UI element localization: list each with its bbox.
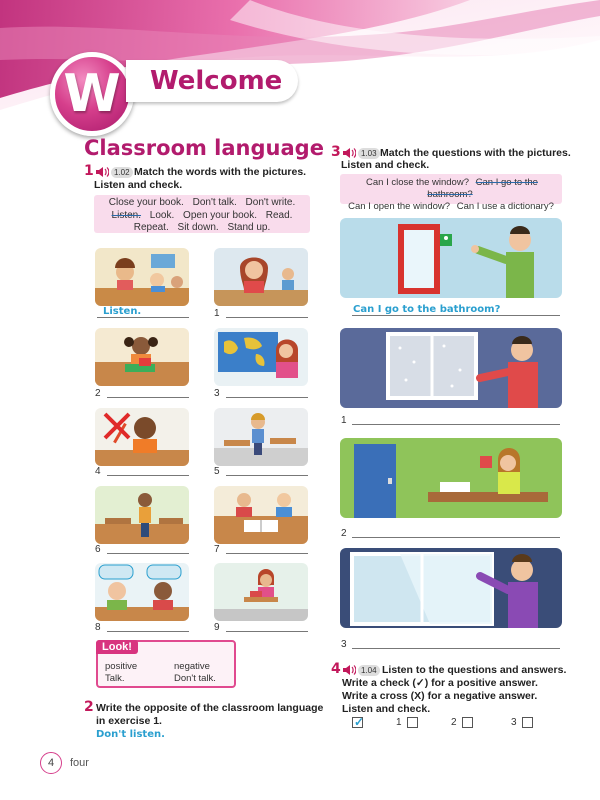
track-number: 1.04 xyxy=(358,665,380,676)
exercise-3-instruction-line1: Match the questions with the pictures. xyxy=(380,147,571,159)
item-number: 3 xyxy=(341,639,347,650)
picture-5 xyxy=(214,408,308,466)
answer-line[interactable] xyxy=(226,631,308,632)
section-title: Classroom language xyxy=(84,136,324,160)
item-number: 3 xyxy=(511,717,517,728)
answer-line[interactable] xyxy=(226,553,308,554)
question-item-used: Can I go to the bathroom? xyxy=(427,177,538,200)
question-item: Can I use a dictionary? xyxy=(456,201,554,212)
word-item: Stand up. xyxy=(227,222,271,233)
exercise-3-number: 3 xyxy=(331,144,341,160)
picture-2 xyxy=(95,328,189,386)
unit-title: Welcome xyxy=(150,66,283,96)
exercise-1-audio[interactable] xyxy=(95,166,133,178)
page-number xyxy=(40,752,62,774)
exercise-3-instruction-line2: Listen and check. xyxy=(341,159,430,171)
item-number: 7 xyxy=(214,544,220,555)
word-item: Look. xyxy=(149,209,175,221)
exercise-4-instruction-line1: Listen to the questions and answers. xyxy=(382,664,567,676)
item-number: 9 xyxy=(214,622,220,633)
exercise-4-number: 4 xyxy=(331,661,341,677)
picture-9 xyxy=(214,563,308,621)
example-checkbox xyxy=(352,717,363,728)
exercise-3-example-answer: Can I go to the bathroom? xyxy=(353,304,501,315)
look-col2-header: negative xyxy=(174,661,210,672)
item-number: 2 xyxy=(95,388,101,399)
answer-checkbox-3[interactable] xyxy=(522,717,533,728)
page-word: four xyxy=(70,757,89,769)
word-item: Close your book. xyxy=(108,197,184,208)
unit-badge xyxy=(50,52,134,136)
item-number: 6 xyxy=(95,544,101,555)
picture-listen xyxy=(95,248,189,306)
item-number: 1 xyxy=(214,308,220,319)
exercise-2-instruction-line2: in exercise 1. xyxy=(96,715,162,727)
track-number: 1.03 xyxy=(358,148,380,159)
answer-line[interactable] xyxy=(352,424,560,425)
word-item: Sit down. xyxy=(177,222,219,233)
item-number: 5 xyxy=(214,466,220,477)
look-box xyxy=(96,640,236,688)
exercise-2-number: 2 xyxy=(84,699,94,715)
question-item: Can I close the window? xyxy=(366,177,469,188)
exercise-4-instruction-line2: Write a check (✓) for a positive answer. xyxy=(342,677,538,689)
word-box xyxy=(94,195,310,233)
picture-4 xyxy=(95,408,189,466)
answer-line[interactable] xyxy=(226,317,308,318)
word-item: Repeat. xyxy=(133,222,169,233)
answer-line[interactable] xyxy=(97,317,189,318)
picture-question-2 xyxy=(340,438,562,518)
picture-bathroom xyxy=(340,218,562,298)
exercise-2-instruction-line1: Write the opposite of the classroom language xyxy=(96,702,324,714)
answer-line[interactable] xyxy=(226,475,308,476)
answer-line[interactable] xyxy=(107,631,189,632)
answer-line[interactable] xyxy=(107,397,189,398)
item-number: 2 xyxy=(451,717,457,728)
look-box-tab: Look! xyxy=(96,640,138,654)
picture-8 xyxy=(95,563,189,621)
picture-question-3 xyxy=(340,548,562,628)
exercise-1-instruction-line2: Listen and check. xyxy=(94,179,183,191)
exercise-1-instruction-line1: Match the words with the pictures. xyxy=(134,166,307,178)
answer-line[interactable] xyxy=(352,315,560,316)
item-number: 3 xyxy=(214,388,220,399)
picture-question-1 xyxy=(340,328,562,408)
answer-checkbox-2[interactable] xyxy=(462,717,473,728)
item-number: 2 xyxy=(341,528,347,539)
answer-line[interactable] xyxy=(107,475,189,476)
item-number: 1 xyxy=(341,415,347,426)
answer-line[interactable] xyxy=(226,397,308,398)
speaker-icon xyxy=(95,166,109,178)
item-number: 8 xyxy=(95,622,101,633)
example-answer: Listen. xyxy=(103,306,142,317)
answer-checkbox-1[interactable] xyxy=(407,717,418,728)
unit-title-pill xyxy=(126,60,298,102)
exercise-4-instruction-line3: Write a cross (X) for a negative answer. xyxy=(342,690,538,702)
look-col2-value: Don't talk. xyxy=(174,673,216,684)
check-mark: ✓ xyxy=(354,715,365,729)
look-col1-header: positive xyxy=(105,661,138,672)
answer-line[interactable] xyxy=(352,648,560,649)
answer-line[interactable] xyxy=(352,537,560,538)
speaker-icon xyxy=(342,147,356,159)
look-col1-value: Talk. xyxy=(105,673,125,684)
exercise-4-audio[interactable] xyxy=(342,664,380,676)
word-item: Read. xyxy=(265,209,293,221)
word-item: Don't talk. xyxy=(192,197,237,208)
picture-1 xyxy=(214,248,308,306)
picture-6 xyxy=(95,486,189,544)
word-item: Open your book. xyxy=(183,209,257,221)
exercise-3-audio[interactable] xyxy=(342,147,380,159)
word-item-used: Listen. xyxy=(111,209,142,221)
exercise-4-instruction-line4: Listen and check. xyxy=(342,703,431,715)
exercise-2-example-answer: Don't listen. xyxy=(96,729,165,740)
word-item: Don't write. xyxy=(245,197,296,208)
item-number: 1 xyxy=(396,717,402,728)
picture-7 xyxy=(214,486,308,544)
unit-badge-letter: W xyxy=(63,64,121,124)
picture-3 xyxy=(214,328,308,386)
answer-line[interactable] xyxy=(107,553,189,554)
track-number: 1.02 xyxy=(111,167,133,178)
question-item: Can I open the window? xyxy=(348,201,451,212)
speaker-icon xyxy=(342,664,356,676)
page-number-text: 4 xyxy=(47,757,55,769)
exercise-1-number: 1 xyxy=(84,163,94,179)
question-box xyxy=(340,174,562,212)
item-number: 4 xyxy=(95,466,101,477)
